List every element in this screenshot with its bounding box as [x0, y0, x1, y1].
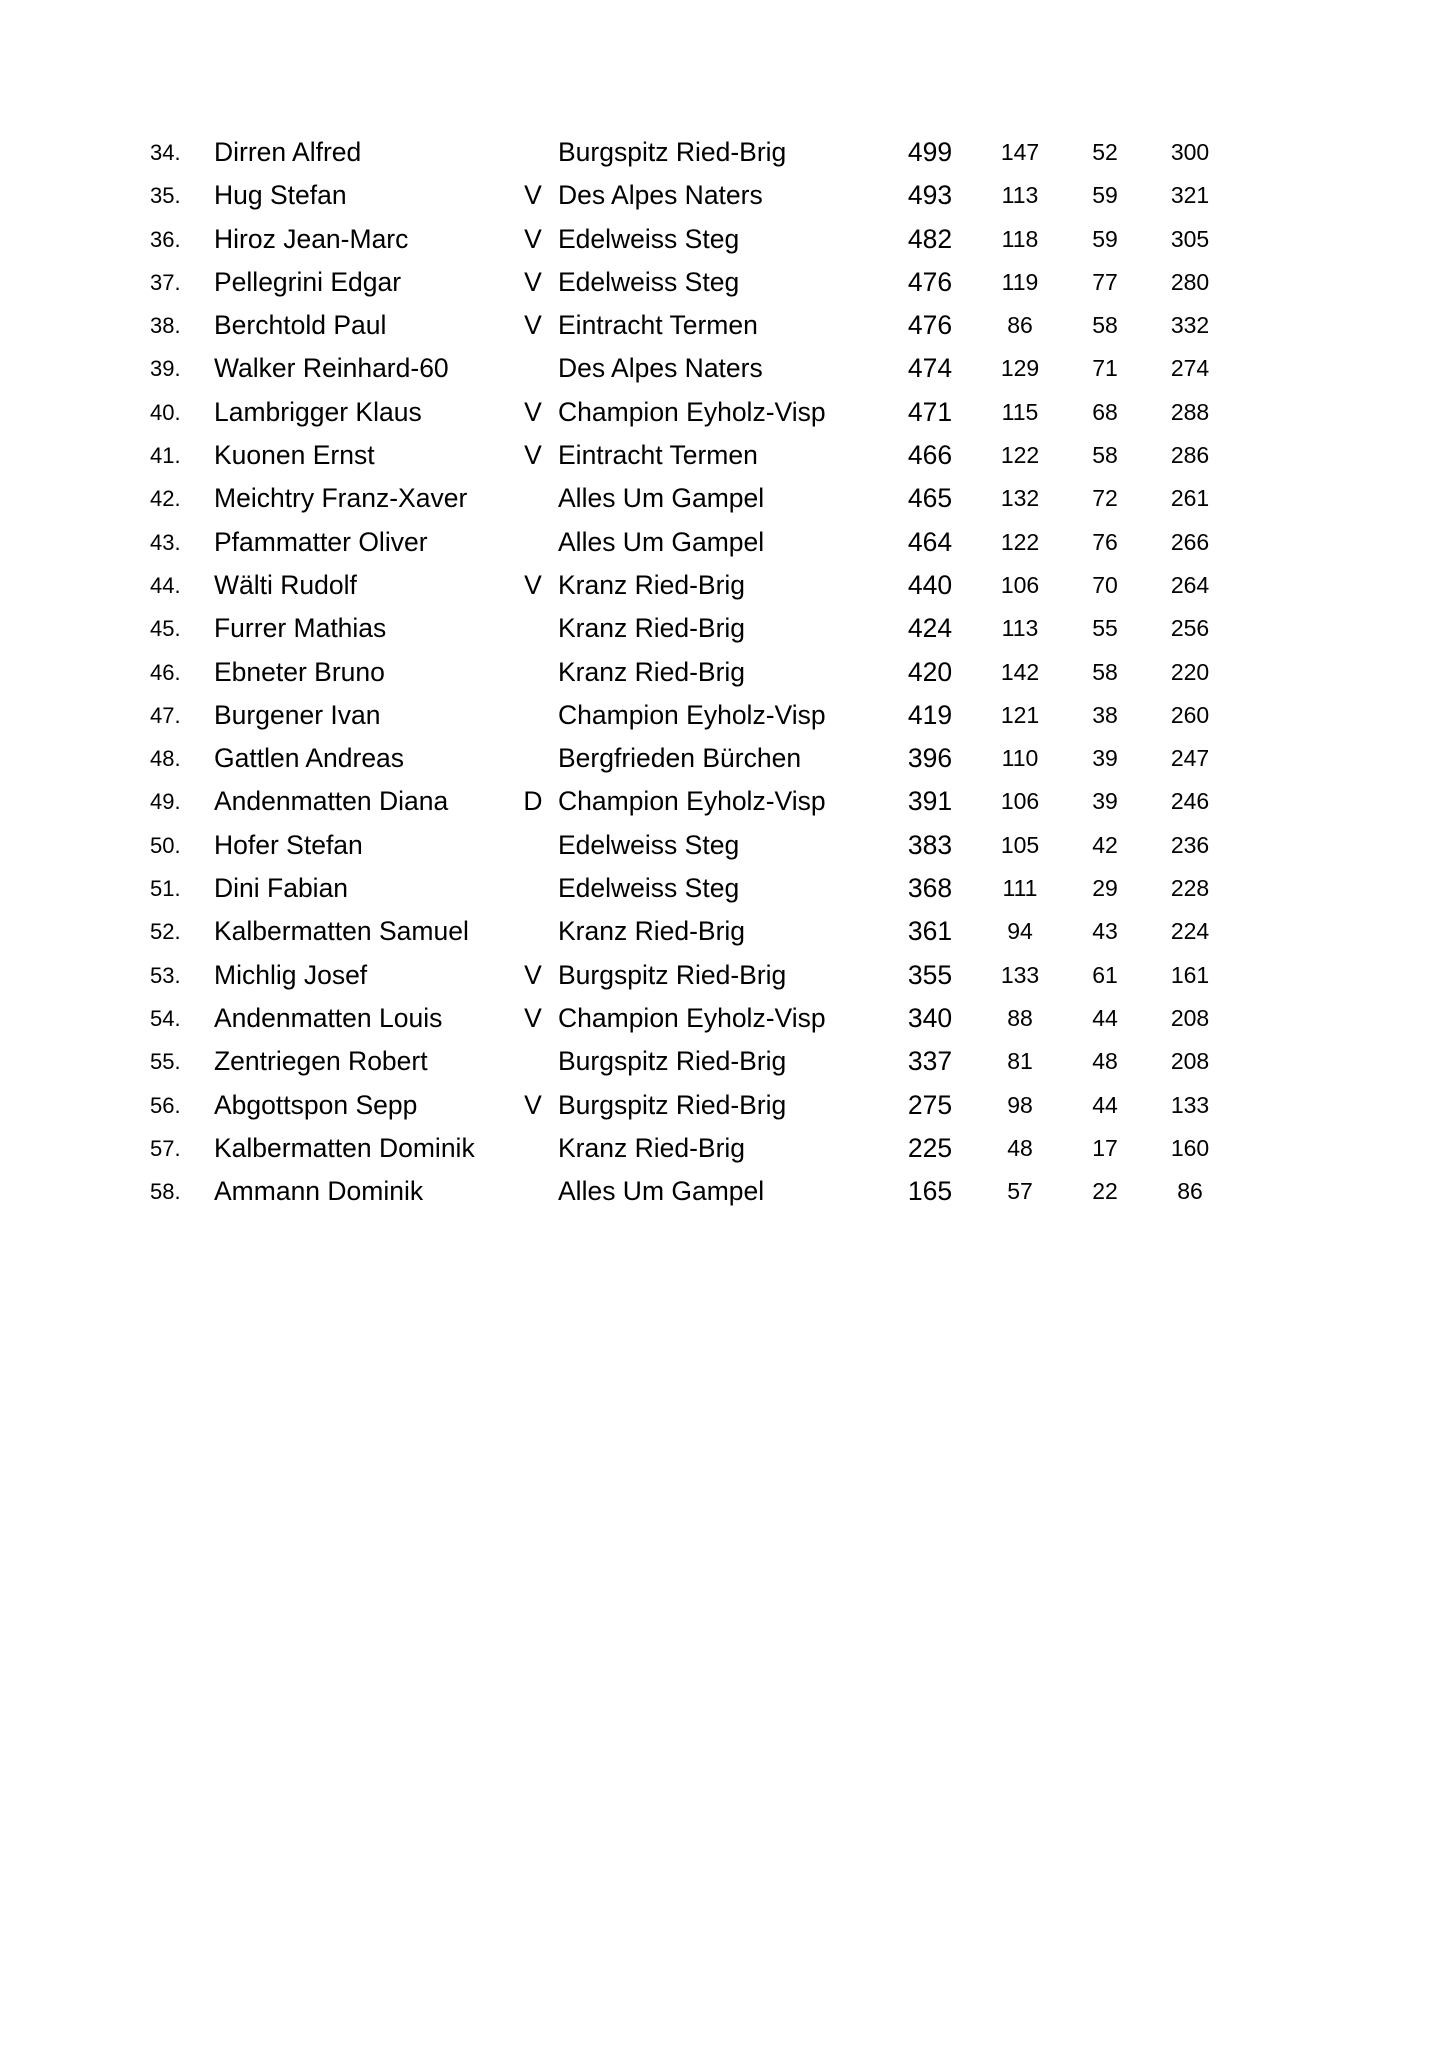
rank: 51.	[150, 876, 181, 902]
result-row	[0, 867, 1447, 910]
score-column-1: 122	[1000, 442, 1040, 469]
results-list	[0, 131, 1447, 1213]
participant-name: Hug Stefan	[214, 180, 347, 211]
category-flag: D	[523, 786, 543, 817]
rank: 56.	[150, 1092, 181, 1118]
result-row	[0, 131, 1447, 174]
total-score: 440	[907, 569, 953, 600]
result-row	[0, 910, 1447, 953]
club-name: Burgspitz Ried-Brig	[558, 959, 787, 990]
score-column-3: 208	[1170, 1004, 1210, 1031]
rank: 43.	[150, 529, 181, 555]
rank: 36.	[150, 226, 181, 252]
score-column-1: 57	[1007, 1178, 1033, 1205]
score-column-3: 224	[1170, 918, 1210, 945]
category-flag: V	[524, 180, 542, 211]
score-column-3: 260	[1170, 701, 1210, 728]
score-column-1: 132	[1000, 485, 1040, 512]
score-column-2: 58	[1092, 442, 1118, 469]
rank: 35.	[150, 183, 181, 209]
total-score: 225	[907, 1132, 953, 1163]
result-row	[0, 174, 1447, 217]
participant-name: Pellegrini Edgar	[214, 266, 402, 297]
score-column-2: 44	[1092, 1091, 1118, 1118]
result-row	[0, 997, 1447, 1040]
category-flag: V	[524, 440, 542, 471]
participant-name: Dini Fabian	[214, 873, 349, 904]
category-flag: V	[524, 396, 542, 427]
total-score: 355	[907, 959, 953, 990]
score-column-2: 22	[1092, 1178, 1118, 1205]
rank: 58.	[150, 1179, 181, 1205]
rank: 52.	[150, 919, 181, 945]
result-row	[0, 261, 1447, 304]
score-column-1: 142	[1000, 658, 1040, 685]
rank: 46.	[150, 659, 181, 685]
score-column-3: 236	[1170, 831, 1210, 858]
score-column-1: 113	[1001, 615, 1039, 642]
total-score: 337	[907, 1046, 953, 1077]
participant-name: Walker Reinhard-60	[214, 353, 449, 384]
score-column-1: 118	[1001, 225, 1039, 252]
score-column-3: 332	[1170, 312, 1210, 339]
participant-name: Kalbermatten Dominik	[214, 1132, 475, 1163]
club-name: Champion Eyholz-Visp	[558, 699, 826, 730]
score-column-3: 86	[1177, 1178, 1203, 1205]
participant-name: Burgener Ivan	[214, 699, 381, 730]
total-score: 474	[907, 353, 953, 384]
score-column-1: 48	[1007, 1134, 1033, 1161]
club-name: Kranz Ried-Brig	[558, 613, 746, 644]
score-column-2: 29	[1092, 875, 1118, 902]
result-row	[0, 780, 1447, 823]
total-score: 361	[907, 916, 953, 947]
score-column-1: 115	[1001, 398, 1039, 425]
result-row	[0, 477, 1447, 520]
club-name: Des Alpes Naters	[558, 353, 763, 384]
score-column-3: 208	[1170, 1048, 1210, 1075]
result-row	[0, 218, 1447, 261]
result-row	[0, 1084, 1447, 1127]
score-column-3: 247	[1170, 745, 1210, 772]
score-column-3: 305	[1170, 225, 1210, 252]
participant-name: Meichtry Franz-Xaver	[214, 483, 468, 514]
score-column-2: 44	[1092, 1004, 1118, 1031]
total-score: 391	[907, 786, 953, 817]
total-score: 482	[907, 223, 953, 254]
score-column-2: 39	[1092, 788, 1118, 815]
score-column-3: 133	[1170, 1091, 1210, 1118]
club-name: Alles Um Gampel	[558, 526, 765, 557]
result-row	[0, 304, 1447, 347]
score-column-2: 55	[1092, 615, 1118, 642]
score-column-1: 106	[1000, 571, 1040, 598]
club-name: Eintracht Termen	[558, 440, 758, 471]
score-column-3: 264	[1170, 571, 1210, 598]
rank: 34.	[150, 140, 181, 165]
participant-name: Hiroz Jean-Marc	[214, 223, 409, 254]
result-row	[0, 1040, 1447, 1083]
result-row	[0, 1170, 1447, 1213]
total-score: 476	[907, 310, 953, 341]
club-name: Edelweiss Steg	[558, 873, 740, 904]
result-row	[0, 391, 1447, 434]
score-column-2: 39	[1092, 745, 1118, 772]
club-name: Kranz Ried-Brig	[558, 1132, 746, 1163]
score-column-2: 72	[1092, 485, 1118, 512]
score-column-2: 68	[1092, 398, 1118, 425]
participant-name: Andenmatten Diana	[214, 786, 449, 817]
score-column-1: 110	[1001, 745, 1039, 772]
result-row	[0, 521, 1447, 564]
rank: 44.	[150, 572, 181, 598]
score-column-2: 43	[1092, 918, 1118, 945]
club-name: Alles Um Gampel	[558, 1176, 765, 1207]
total-score: 420	[907, 656, 953, 687]
club-name: Edelweiss Steg	[558, 266, 740, 297]
club-name: Burgspitz Ried-Brig	[558, 137, 787, 167]
participant-name: Andenmatten Louis	[214, 1002, 443, 1033]
participant-name: Michlig Josef	[214, 959, 368, 990]
participant-name: Kalbermatten Samuel	[214, 916, 469, 947]
club-name: Kranz Ried-Brig	[558, 569, 746, 600]
rank: 40.	[150, 399, 181, 425]
total-score: 275	[907, 1089, 953, 1120]
result-row	[0, 737, 1447, 780]
rank: 54.	[150, 1005, 181, 1031]
total-score: 465	[907, 483, 953, 514]
score-column-3: 161	[1170, 961, 1210, 988]
total-score: 383	[907, 829, 953, 860]
score-column-2: 70	[1092, 571, 1118, 598]
total-score: 368	[907, 873, 953, 904]
rank: 50.	[150, 832, 181, 858]
total-score: 493	[907, 180, 953, 211]
score-column-1: 94	[1007, 918, 1033, 945]
rank: 45.	[150, 616, 181, 642]
score-column-1: 105	[1000, 831, 1040, 858]
total-score: 424	[907, 613, 953, 644]
score-column-1: 119	[1001, 268, 1039, 295]
club-name: Kranz Ried-Brig	[558, 656, 746, 687]
total-score: 419	[907, 699, 953, 730]
total-score: 464	[907, 526, 953, 557]
category-flag: V	[524, 266, 542, 297]
score-column-1: 98	[1007, 1091, 1033, 1118]
category-flag: V	[524, 1089, 542, 1120]
participant-name: Dirren Alfred	[214, 137, 362, 167]
club-name: Champion Eyholz-Visp	[558, 396, 826, 427]
score-column-3: 288	[1170, 398, 1210, 425]
score-column-3: 261	[1170, 485, 1210, 512]
score-column-1: 129	[1000, 355, 1040, 382]
category-flag: V	[524, 310, 542, 341]
score-column-3: 266	[1170, 528, 1210, 555]
total-score: 466	[907, 440, 953, 471]
participant-name: Gattlen Andreas	[214, 743, 405, 774]
score-column-1: 147	[1000, 139, 1040, 165]
score-column-2: 52	[1092, 139, 1118, 165]
score-column-2: 77	[1092, 268, 1118, 295]
club-name: Des Alpes Naters	[558, 180, 763, 211]
score-column-3: 246	[1170, 788, 1210, 815]
participant-name: Abgottspon Sepp	[214, 1089, 418, 1120]
score-column-1: 106	[1000, 788, 1040, 815]
score-column-1: 113	[1001, 182, 1039, 209]
score-column-1: 86	[1007, 312, 1033, 339]
score-column-1: 88	[1007, 1004, 1033, 1031]
club-name: Kranz Ried-Brig	[558, 916, 746, 947]
category-flag: V	[524, 223, 542, 254]
participant-name: Furrer Mathias	[214, 613, 387, 644]
participant-name: Ebneter Bruno	[214, 656, 385, 687]
result-row	[0, 651, 1447, 694]
total-score: 165	[907, 1176, 953, 1207]
score-column-1: 81	[1007, 1048, 1033, 1075]
score-column-1: 122	[1000, 528, 1040, 555]
participant-name: Hofer Stefan	[214, 829, 363, 860]
club-name: Burgspitz Ried-Brig	[558, 1089, 787, 1120]
result-row	[0, 347, 1447, 390]
score-column-2: 48	[1092, 1048, 1118, 1075]
score-column-3: 321	[1170, 182, 1210, 209]
score-column-2: 38	[1092, 701, 1118, 728]
club-name: Edelweiss Steg	[558, 829, 740, 860]
score-column-3: 220	[1170, 658, 1210, 685]
rank: 39.	[150, 356, 181, 382]
category-flag: V	[524, 959, 542, 990]
total-score: 340	[907, 1002, 953, 1033]
rank: 55.	[150, 1049, 181, 1075]
club-name: Edelweiss Steg	[558, 223, 740, 254]
rank: 42.	[150, 486, 181, 512]
score-column-1: 121	[1000, 701, 1040, 728]
category-flag: V	[524, 1002, 542, 1033]
participant-name: Lambrigger Klaus	[214, 396, 422, 427]
category-flag: V	[524, 569, 542, 600]
rank: 49.	[150, 789, 181, 815]
rank: 37.	[150, 269, 181, 295]
result-row	[0, 1127, 1447, 1170]
rank: 57.	[150, 1135, 181, 1161]
score-column-2: 58	[1092, 312, 1118, 339]
club-name: Champion Eyholz-Visp	[558, 1002, 826, 1033]
score-column-2: 76	[1092, 528, 1118, 555]
score-column-3: 228	[1170, 875, 1210, 902]
score-column-3: 280	[1170, 268, 1210, 295]
participant-name: Zentriegen Robert	[214, 1046, 428, 1077]
score-column-2: 17	[1092, 1134, 1118, 1161]
rank: 47.	[150, 702, 181, 728]
club-name: Alles Um Gampel	[558, 483, 765, 514]
score-column-3: 300	[1170, 139, 1210, 165]
rank: 53.	[150, 962, 181, 988]
score-column-2: 71	[1092, 355, 1118, 382]
result-row	[0, 607, 1447, 650]
result-row	[0, 694, 1447, 737]
score-column-3: 256	[1170, 615, 1210, 642]
total-score: 396	[907, 743, 953, 774]
score-column-3: 160	[1170, 1134, 1210, 1161]
result-row	[0, 434, 1447, 477]
total-score: 476	[907, 266, 953, 297]
participant-name: Berchtold Paul	[214, 310, 387, 341]
score-column-3: 274	[1170, 355, 1210, 382]
participant-name: Wälti Rudolf	[214, 569, 357, 600]
result-row	[0, 824, 1447, 867]
participant-name: Kuonen Ernst	[214, 440, 375, 471]
result-row	[0, 564, 1447, 607]
total-score: 471	[907, 396, 953, 427]
club-name: Bergfrieden Bürchen	[558, 743, 802, 774]
score-column-2: 58	[1092, 658, 1118, 685]
rank: 41.	[150, 443, 181, 469]
score-column-2: 59	[1092, 182, 1118, 209]
score-column-3: 286	[1170, 442, 1210, 469]
score-column-2: 42	[1092, 831, 1118, 858]
result-row	[0, 954, 1447, 997]
club-name: Eintracht Termen	[558, 310, 758, 341]
rank: 48.	[150, 746, 181, 772]
score-column-1: 111	[1002, 875, 1038, 902]
participant-name: Ammann Dominik	[214, 1176, 424, 1207]
club-name: Burgspitz Ried-Brig	[558, 1046, 787, 1077]
score-column-1: 133	[1000, 961, 1040, 988]
score-column-2: 59	[1092, 225, 1118, 252]
score-column-2: 61	[1092, 961, 1118, 988]
total-score: 499	[907, 137, 953, 167]
club-name: Champion Eyholz-Visp	[558, 786, 826, 817]
participant-name: Pfammatter Oliver	[214, 526, 428, 557]
rank: 38.	[150, 313, 181, 339]
